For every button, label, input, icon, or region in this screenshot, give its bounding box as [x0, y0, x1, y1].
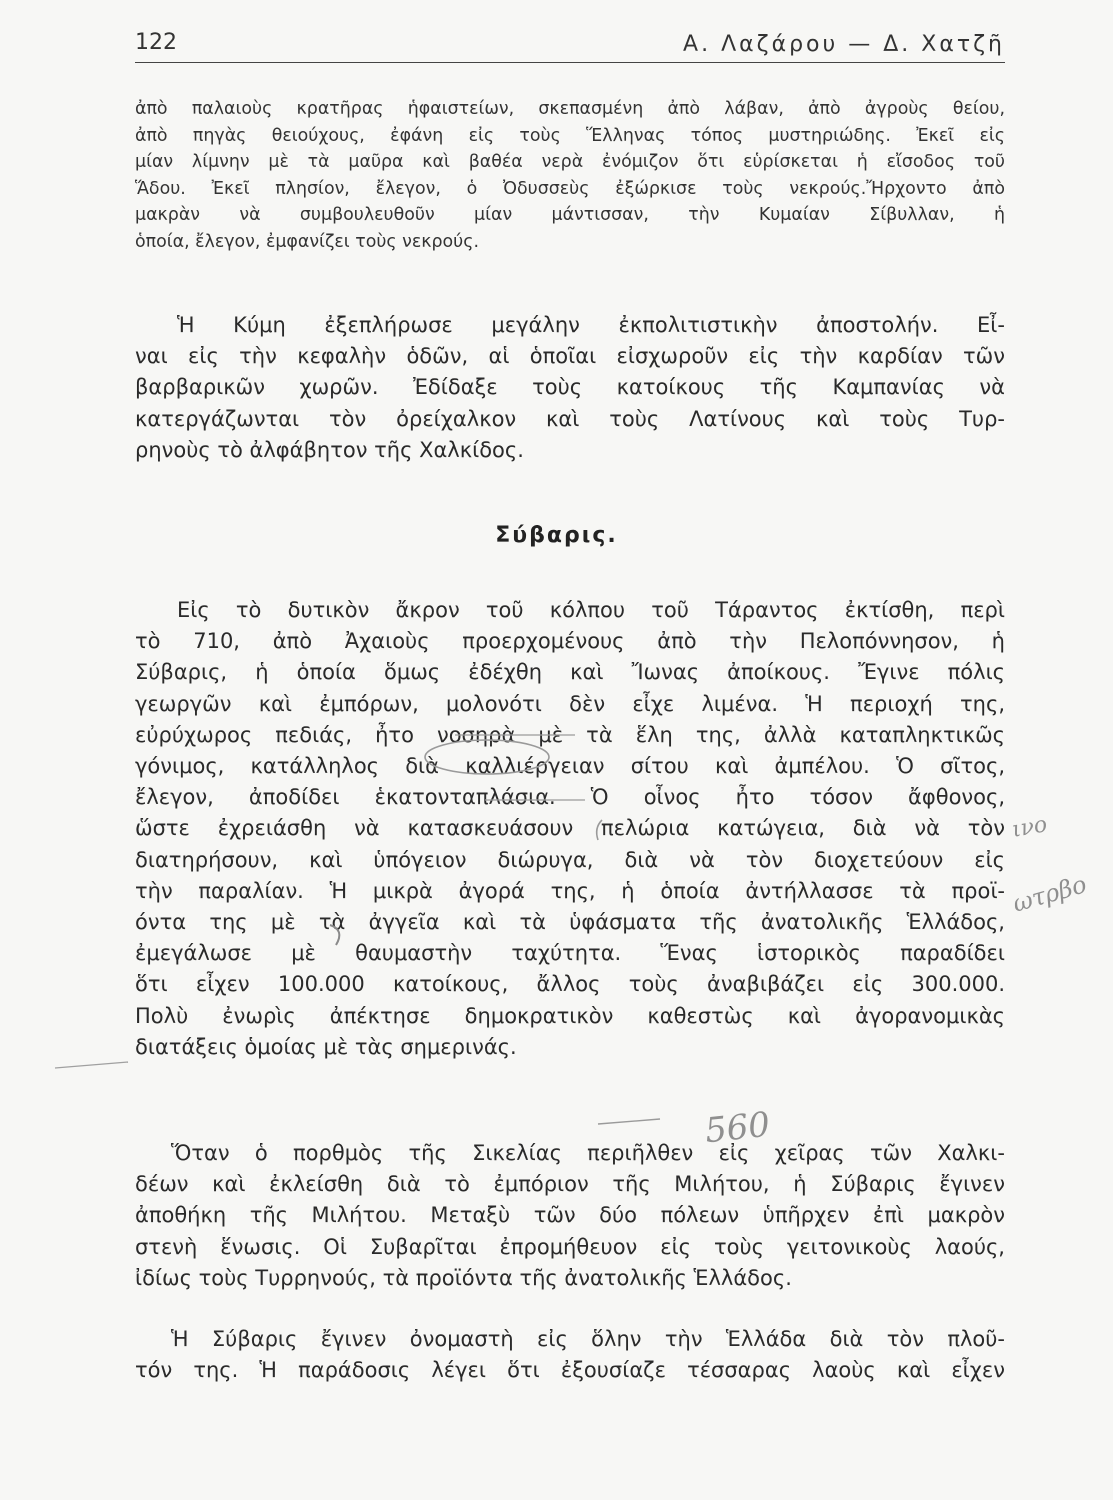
text-line: στενὴ ἕνωσις. Οἱ Συβαρῖται ἐπρομήθευον εἰς τοὺς γειτονικοὺς λαούς, — [135, 1234, 1005, 1259]
text-line: διατάξεις ὁμοίας μὲ τὰς σημερινάς. — [135, 1034, 517, 1059]
text-line: γεωργῶν καὶ ἐμπόρων, μολονότι δὲν εἶχε λιμένα. Ἡ περιοχή της, — [135, 691, 1005, 716]
text-line: ἀπὸ παλαιοὺς κρατῆρας ἡφαιστείων, σκεπασμένη ἀπὸ λάβαν, ἀπὸ ἀγροὺς θείου, — [135, 99, 1005, 119]
pencil-margin-stroke — [55, 1062, 128, 1068]
text-line: τὸ 710, ἀπὸ Ἀχαιοὺς προερχομένους ἀπὸ τὴν Πελοπόννησον, ἡ — [135, 629, 1005, 654]
paragraph-kyme — [135, 310, 1005, 466]
text-line: δέων καὶ ἐκλείσθη διὰ τὸ ἐμπόριον τῆς Μιλήτου, ἡ Σύβαρις ἔγινεν — [135, 1172, 1005, 1197]
handwritten-number-annotation: 560 — [703, 1104, 772, 1152]
text-line: ναι εἰς τὴν κεφαλὴν ὁδῶν, αἱ ὁποῖαι εἰσχωροῦν εἰς τὴν καρδίαν τῶν — [135, 344, 1005, 369]
text-line: ἐμεγάλωσε μὲ θαυμαστὴν ταχύτητα. Ἕνας ἱστορικὸς παραδίδει — [135, 941, 1005, 966]
pencil-stroke-mark — [598, 1119, 660, 1124]
text-line: ἀποθήκη τῆς Μιλήτου. Μεταξὺ τῶν δύο πόλεων ὑπῆρχεν ἐπὶ μακρὸν — [135, 1203, 1005, 1228]
section-heading: Σύβαρις. — [495, 523, 618, 548]
text-line: ὁποία, ἔλεγον, ἐμφανίζει τοὺς νεκρούς. — [135, 231, 479, 252]
text-line: ρηνοὺς τὸ ἀλφάβητον τῆς Χαλκίδος. — [135, 437, 524, 462]
page-header — [135, 30, 1005, 70]
text-line: μακρὰν νὰ συμβουλευθοῦν μίαν μάντισσαν, τὴν Κυμαίαν Σίβυλλαν, ἡ — [135, 205, 1005, 225]
text-line: τόν της. Ἡ παράδοσις λέγει ὅτι ἐξουσίαζε τέσσαρας λαοὺς καὶ εἶχεν — [135, 1358, 1005, 1383]
handwritten-margin-note: ινο — [1010, 812, 1050, 843]
text-line: Πολὺ ἐνωρὶς ἀπέκτησε δημοκρατικὸν καθεστὼς καὶ ἀγορανομικὰς — [135, 1003, 1005, 1028]
paragraph-sybaris-miletus — [135, 1138, 1005, 1294]
handwritten-margin-note: ωτρβο — [1009, 870, 1090, 918]
header-rule — [135, 62, 1005, 63]
text-line: ἀπὸ πηγὰς θειούχους, ἐφάνη εἰς τοὺς Ἕλληνας τόπος μυστηριώδης. Ἐκεῖ εἰς — [135, 125, 1005, 146]
text-line: ὥστε ἐχρειάσθη νὰ κατασκευάσουν πελώρια κατώγεια, διὰ νὰ τὸν — [135, 816, 1005, 841]
text-line: όντα της μὲ τὰ ἀγγεῖα καὶ τὰ ὑφάσματα τῆς ἀνατολικῆς Ἑλλάδος, — [135, 910, 1005, 935]
text-line: Εἰς τὸ δυτικὸν ἄκρον τοῦ κόλπου τοῦ Τάραντος ἐκτίσθη, περὶ — [177, 598, 1005, 622]
paragraph-sybaris-wealth — [135, 1324, 1005, 1386]
text-line: εὐρύχωρος πεδιάς, ἦτο νοσηρὰ μὲ τὰ ἕλη της, ἀλλὰ καταπληκτικῶς — [135, 722, 1005, 747]
text-line: Ἡ Κύμη ἐξεπλήρωσε μεγάλην ἐκπολιτιστικὴν ἀποστολήν. Εἶ- — [177, 313, 1005, 337]
text-line: κατεργάζωνται τὸν ὀρείχαλκον καὶ τοὺς Λατίνους καὶ τοὺς Τυρ- — [135, 406, 1005, 431]
text-line: ἔλεγον, ἀποδίδει ἑκατονταπλάσια. Ὁ οἶνος ἦτο τόσον ἄφθονος, — [135, 785, 1005, 810]
text-line: ἰδίως τοὺς Τυρρηνούς, τὰ προϊόντα τῆς ἀνατολικῆς Ἑλλάδος. — [135, 1265, 792, 1290]
text-line: Ἡ Σύβαρις ἔγινεν ὀνομαστὴ εἰς ὅλην τὴν Ἑλλάδα διὰ τὸν πλοῦ- — [171, 1327, 1005, 1351]
text-line: γόνιμος, κατάλληλος διὰ καλλιέργειαν σίτου καὶ ἀμπέλου. Ὁ σῖτος, — [135, 754, 1005, 779]
text-line: ὅτι εἶχεν 100.000 κατοίκους, ἄλλος τοὺς ἀναβιβάζει εἰς 300.000. — [135, 972, 1005, 997]
text-line: μίαν λίμνην μὲ τὰ μαῦρα καὶ βαθέα νερὰ ἐνόμιζον ὅτι εὑρίσκεται ἡ εἴσοδος τοῦ — [135, 152, 1005, 172]
page-number: 122 — [135, 30, 177, 55]
text-line: βαρβαρικῶν χωρῶν. Ἐδίδαξε τοὺς κατοίκους τῆς Καμπανίας νὰ — [135, 375, 1005, 400]
intro-small-paragraph — [135, 96, 1005, 255]
text-line: Ὅταν ὁ πορθμὸς τῆς Σικελίας περιῆλθεν εἰς χεῖρας τῶν Χαλκι- — [171, 1141, 1005, 1165]
running-head: Α. Λαζάρου — Δ. Χατζῆ — [683, 32, 1005, 57]
paragraph-sybaris-founding — [135, 595, 1005, 1063]
text-line: τὴν παραλίαν. Ἡ μικρὰ ἀγορά της, ἡ ὁποία ἀντήλλασσε τὰ προϊ- — [135, 878, 1005, 903]
text-line: Ἅδου. Ἐκεῖ πλησίον, ἔλεγον, ὁ Ὀδυσσεὺς ἐξώρκισε τοὺς νεκρούς.Ἤρχοντο ἀπὸ — [135, 178, 1005, 199]
text-line: Σύβαρις, ἡ ὁποία ὅμως ἐδέχθη καὶ Ἴωνας ἀποίκους. Ἔγινε πόλις — [135, 660, 1005, 685]
text-line: διατηρήσουν, καὶ ὑπόγειον διώρυγα, διὰ νὰ τὸν διοχετεύουν εἰς — [135, 847, 1005, 872]
